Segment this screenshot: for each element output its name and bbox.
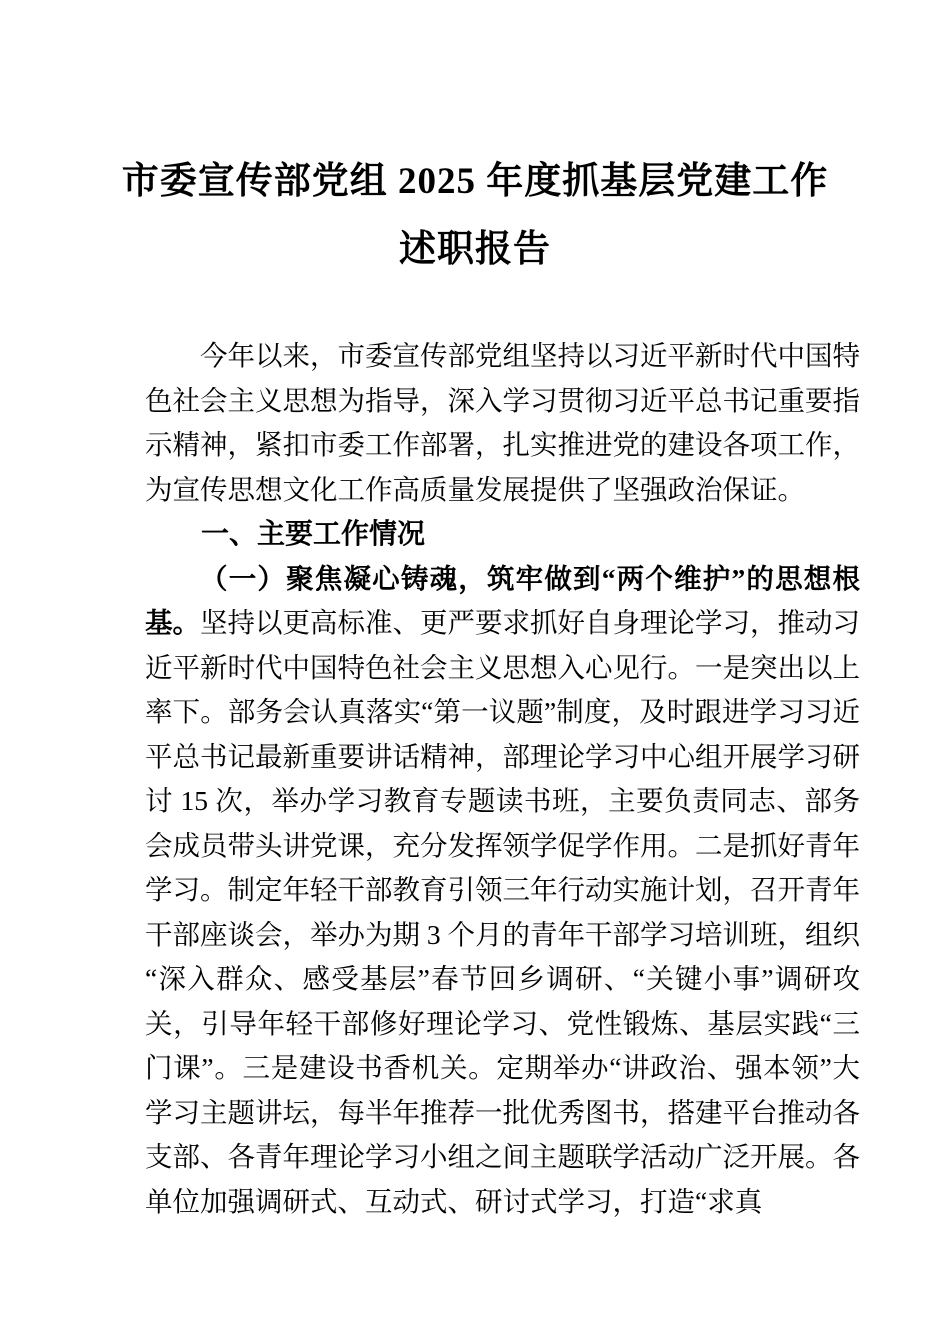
body-run-1: 坚持以更高标准、更严要求抓好自身理论学习，推动习近平新时代中国特色社会主义思想入心见行。 xyxy=(145,607,860,683)
document-title-line-2: 述职报告 xyxy=(399,229,551,270)
body-run-4: 定期举办“讲政治、强本领”大学习主题讲坛，每半年推荐一批优秀图书，搭建平台推动各支部、各青年理论学习小组之间主题联学活动广泛开展。各单位加强调研式、互动式、研讨式学习，打造“求真 xyxy=(145,1052,860,1217)
body-run-3: 制定年轻干部教育引领三年行动实施计划，召开青年干部座谈会，举办为期 3 个月的青年干部学习培训班，组织“深入群众、感受基层”春节回乡调研、“关键小事”调研攻关，引导年轻干部修好理论学习、党性锻炼、基层实践“三门课”。 xyxy=(145,874,860,1083)
emphasis-run-second: 二是抓好青年学习。 xyxy=(145,829,860,905)
section-heading-main-work: 一、主要工作情况 xyxy=(201,518,426,549)
document-title-line-1: 市委宣传部党组 2025 年度抓基层党建工作 xyxy=(121,161,829,202)
emphasis-run-first: 一是突出以上率下。 xyxy=(145,651,860,727)
emphasis-run-third: 三是建设书香机关。 xyxy=(242,1052,497,1083)
subsection-lead-sentence: （一）聚焦凝心铸魂，筑牢做到“两个维护”的思想根基。 xyxy=(145,562,860,638)
paragraph-subsection-1 xyxy=(145,557,860,1225)
document-title xyxy=(0,0,950,284)
intro-paragraph: 今年以来，市委宣传部党组坚持以习近平新时代中国特色社会主义思想为指导，深入学习贯彻习近平总书记重要指示精神，紧扣市委工作部署，扎实推进党的建设各项工作，为宣传思想文化工作高质量发展提供了坚强政治保证。 xyxy=(145,340,860,505)
body-run-2: 部务会认真落实“第一议题”制度，及时跟进学习习近平总书记最新重要讲话精神，部理论学习中心组开展学习研讨 15 次，举办学习教育专题读书班，主要负责同志、部务会成员带头讲党课，充分发挥领学促学作用。 xyxy=(145,696,860,861)
document-body xyxy=(145,334,860,1224)
